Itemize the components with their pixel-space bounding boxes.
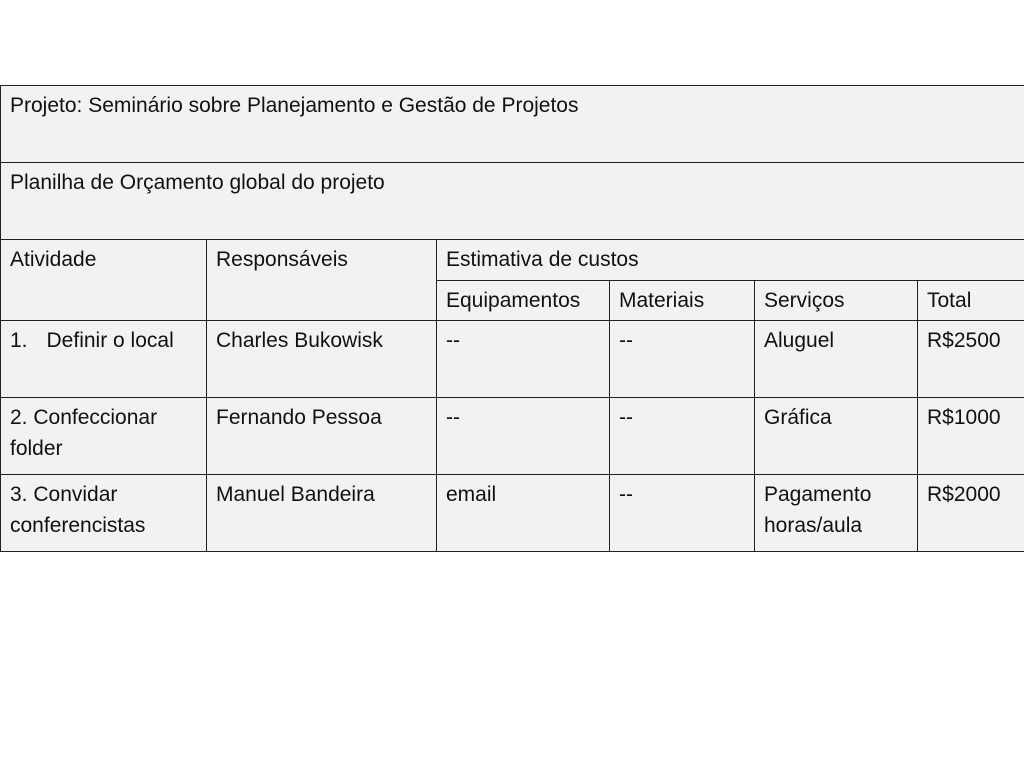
header-equipamentos: Equipamentos (437, 281, 610, 321)
header-materiais: Materiais (610, 281, 755, 321)
cell-total: R$1000 (918, 398, 1024, 475)
cell-servicos: Aluguel (755, 321, 918, 398)
cell-atividade: 3. Convidar conferencistas (1, 475, 207, 552)
cell-materiais: -- (610, 321, 755, 398)
cell-equipamentos: email (437, 475, 610, 552)
budget-subtitle: Planilha de Orçamento global do projeto (1, 163, 1024, 240)
header-servicos: Serviços (755, 281, 918, 321)
cell-servicos: Gráfica (755, 398, 918, 475)
activity-label: Definir o local (46, 329, 174, 352)
title-row (1, 86, 1024, 163)
header-responsaveis: Responsáveis (207, 240, 437, 321)
cell-responsavel: Charles Bukowisk (207, 321, 437, 398)
table-row (1, 475, 1024, 552)
cell-servicos: Pagamento horas/aula (755, 475, 918, 552)
cell-equipamentos: -- (437, 321, 610, 398)
header-row-1 (1, 240, 1024, 281)
cell-materiais: -- (610, 475, 755, 552)
header-total: Total (918, 281, 1024, 321)
cell-atividade: 2. Confeccionar folder (1, 398, 207, 475)
cell-materiais: -- (610, 398, 755, 475)
cell-total: R$2500 (918, 321, 1024, 398)
list-number: 1. (10, 329, 28, 352)
project-title: Projeto: Seminário sobre Planejamento e Gestão de Projetos (1, 86, 1024, 163)
budget-table (0, 85, 1024, 552)
cell-responsavel: Manuel Bandeira (207, 475, 437, 552)
cell-total: R$2000 (918, 475, 1024, 552)
cell-responsavel: Fernando Pessoa (207, 398, 437, 475)
table-row (1, 321, 1024, 398)
subtitle-row (1, 163, 1024, 240)
cell-equipamentos: -- (437, 398, 610, 475)
table-row (1, 398, 1024, 475)
cell-atividade (1, 321, 207, 398)
header-atividade: Atividade (1, 240, 207, 321)
header-estimativa: Estimativa de custos (437, 240, 1024, 281)
